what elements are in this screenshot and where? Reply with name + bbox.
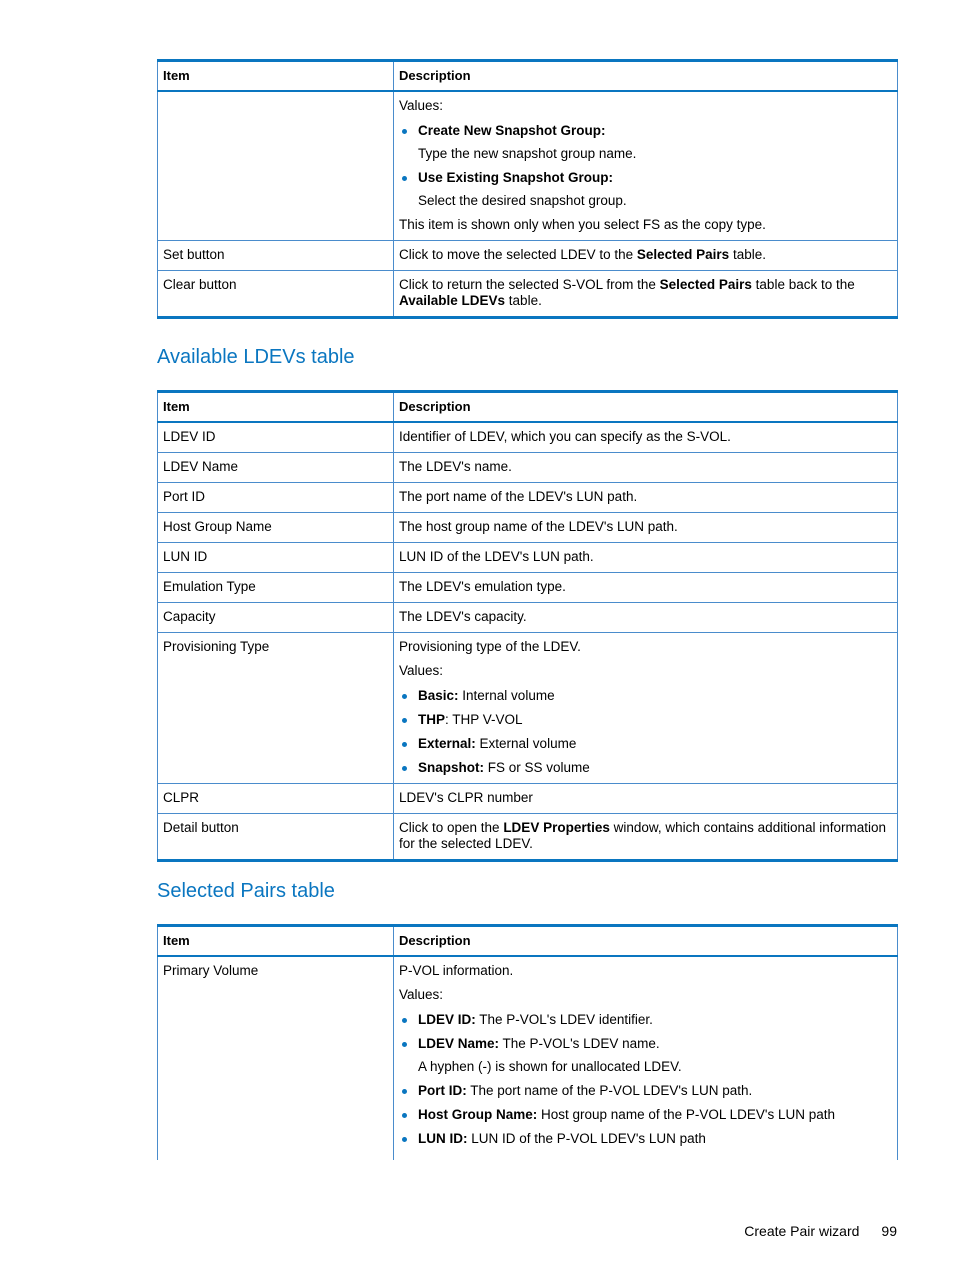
header-description: Description — [394, 392, 898, 423]
list-item: LDEV ID: The P-VOL's LDEV identifier. — [399, 1012, 892, 1028]
bullet-icon — [402, 694, 407, 699]
available-ldevs-table — [157, 390, 898, 862]
section-heading-available-ldevs: Available LDEVs table — [157, 346, 355, 368]
list-item: LDEV Name: The P-VOL's LDEV name. A hyphen (-) is shown for unallocated LDEV. — [399, 1036, 892, 1075]
table-row: LDEV Name The LDEV's name. — [158, 453, 898, 483]
page-number: 99 — [881, 1223, 897, 1239]
table-row — [158, 241, 898, 271]
table-row: Provisioning Type Provisioning type of the LDEV. Values: Basic: Internal volume THP: THP V-VOL External: External volume Snapshot: FS or SS volume — [158, 633, 898, 784]
table-row: Primary Volume P-VOL information. Values: LDEV ID: The P-VOL's LDEV identifier. LDEV Name: The P-VOL's LDEV name. A hyphen (-) is shown for unallocated LDEV. Port ID: The port name of the P-VOL LDEV's LUN path. Host Group Name: Host group name of the P-VOL LDEV's LUN path LUN ID: LUN ID of the P-VOL LDEV's LUN path — [158, 956, 898, 1160]
item-cell: Clear button — [158, 271, 394, 318]
header-item: Item — [158, 392, 394, 423]
bullet-icon — [402, 1089, 407, 1094]
table-row: CLPR LDEV's CLPR number — [158, 784, 898, 814]
list-item: Host Group Name: Host group name of the P-VOL LDEV's LUN path — [399, 1107, 892, 1123]
description-cell: Click to move the selected LDEV to the Selected Pairs table. — [394, 241, 898, 271]
item-cell: Set button — [158, 241, 394, 271]
bullet-list — [399, 123, 892, 209]
footer-title: Create Pair wizard — [744, 1223, 860, 1239]
list-item: Basic: Internal volume — [399, 688, 892, 704]
list-item: Snapshot: FS or SS volume — [399, 760, 892, 776]
list-item: Create New Snapshot Group: Type the new snapshot group name. — [399, 123, 892, 162]
bullet-icon — [402, 742, 407, 747]
table-row: Detail button Click to open the LDEV Properties window, which contains additional information for the selected LDEV. — [158, 814, 898, 861]
header-item: Item — [158, 61, 394, 92]
table-row: LDEV ID Identifier of LDEV, which you can specify as the S-VOL. — [158, 422, 898, 453]
list-item: External: External volume — [399, 736, 892, 752]
bullet-list — [399, 1012, 892, 1147]
section-heading-selected-pairs: Selected Pairs table — [157, 880, 335, 902]
wizard-items-table — [157, 59, 898, 319]
description-cell: Click to return the selected S-VOL from the Selected Pairs table back to the Available LDEVs table. — [394, 271, 898, 318]
bullet-icon — [402, 176, 407, 181]
table-row: Port ID The port name of the LDEV's LUN path. — [158, 483, 898, 513]
header-description: Description — [394, 61, 898, 92]
header-description: Description — [394, 926, 898, 957]
bullet-icon — [402, 1018, 407, 1023]
list-item: LUN ID: LUN ID of the P-VOL LDEV's LUN path — [399, 1131, 892, 1147]
bullet-list — [399, 688, 892, 776]
table-row: Host Group Name The host group name of the LDEV's LUN path. — [158, 513, 898, 543]
table-row: LUN ID LUN ID of the LDEV's LUN path. — [158, 543, 898, 573]
table-row — [158, 271, 898, 318]
bullet-icon — [402, 1137, 407, 1142]
list-item: Use Existing Snapshot Group: Select the desired snapshot group. — [399, 170, 892, 209]
header-item: Item — [158, 926, 394, 957]
table-row: Emulation Type The LDEV's emulation type. — [158, 573, 898, 603]
bullet-icon — [402, 718, 407, 723]
note-text: This item is shown only when you select FS as the copy type. — [399, 217, 766, 232]
bullet-icon — [402, 1042, 407, 1047]
list-item: Port ID: The port name of the P-VOL LDEV's LUN path. — [399, 1083, 892, 1099]
bullet-icon — [402, 1113, 407, 1118]
list-item: THP: THP V-VOL — [399, 712, 892, 728]
table-row — [158, 91, 898, 241]
selected-pairs-table — [157, 924, 898, 1160]
bullet-icon — [402, 766, 407, 771]
values-label: Values: — [399, 98, 444, 113]
bullet-icon — [402, 129, 407, 134]
table-row: Capacity The LDEV's capacity. — [158, 603, 898, 633]
page-footer — [744, 1223, 897, 1239]
